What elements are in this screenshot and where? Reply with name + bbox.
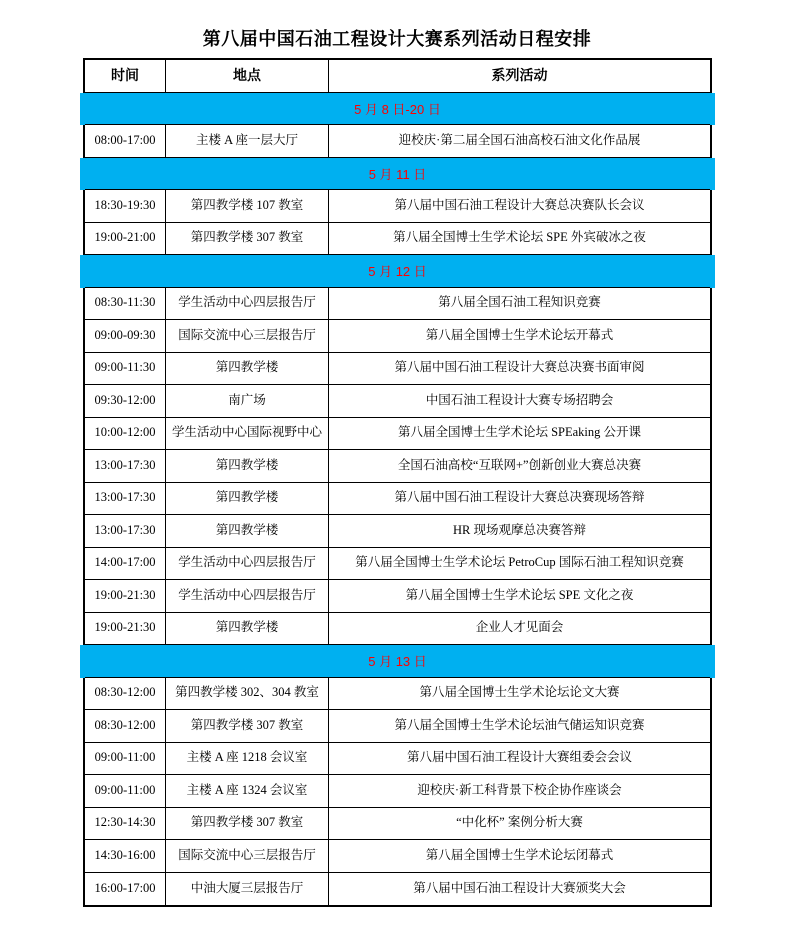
location-cell: 主楼 A 座 1324 会议室 [166, 775, 329, 807]
date-band-label: 5 月 13 日 [368, 654, 427, 670]
table-row [85, 873, 710, 906]
time-cell: 19:00-21:30 [85, 613, 166, 645]
time-cell: 16:00-17:00 [85, 873, 166, 906]
date-band [85, 645, 710, 678]
activity-cell: 第八届全国博士生学术论坛开幕式 [425, 327, 614, 342]
date-band-label: 5 月 11 日 [368, 166, 427, 182]
table-row [85, 450, 710, 483]
time-cell: 12:30-14:30 [85, 808, 166, 840]
location-cell: 第四教学楼 307 教室 [166, 808, 329, 840]
table-row [85, 288, 710, 321]
activity-cell: 第八届全国博士生学术论坛油气储运知识竞赛 [394, 717, 645, 732]
location-cell: 学生活动中心国际视野中心 [166, 418, 329, 450]
time-cell: 08:30-12:00 [85, 710, 166, 742]
location-cell: 第四教学楼 307 教室 [166, 710, 329, 742]
time-cell: 09:00-11:00 [85, 743, 166, 775]
date-band-label: 5 月 12 日 [368, 264, 427, 280]
location-cell: 第四教学楼 302、304 教室 [166, 678, 329, 710]
time-cell: 13:00-17:30 [85, 483, 166, 515]
time-cell: 09:30-12:00 [85, 385, 166, 417]
table-row [85, 548, 710, 581]
activity-cell: 第八届全国石油工程知识竞赛 [438, 295, 601, 310]
location-cell: 学生活动中心四层报告厅 [166, 548, 329, 580]
table-row [85, 190, 710, 223]
time-cell: 08:00-17:00 [85, 125, 166, 157]
table-row [85, 808, 710, 841]
table-body [85, 93, 710, 906]
activity-cell: 迎校庆·新工科背景下校企协作座谈会 [417, 782, 622, 797]
activity-cell: 第八届全国博士生学术论坛 SPEaking 公开课 [397, 425, 642, 440]
activity-cell: 第八届中国石油工程设计大赛总决赛书面审阅 [394, 360, 645, 375]
activity-cell: 第八届全国博士生学术论坛论文大赛 [419, 685, 620, 700]
location-cell: 第四教学楼 107 教室 [166, 190, 329, 222]
location-cell: 第四教学楼 [166, 353, 329, 385]
table-row [85, 320, 710, 353]
table-row [85, 515, 710, 548]
location-cell: 国际交流中心三层报告厅 [166, 320, 329, 352]
location-cell: 学生活动中心四层报告厅 [166, 580, 329, 612]
location-cell: 学生活动中心四层报告厅 [166, 288, 329, 320]
table-header-row [85, 60, 710, 93]
time-cell: 08:30-12:00 [85, 678, 166, 710]
location-cell: 南广场 [166, 385, 329, 417]
activity-cell: 企业人才见面会 [475, 620, 564, 635]
time-cell: 14:00-17:00 [85, 548, 166, 580]
date-band [85, 158, 710, 191]
activity-cell: “中化杯” 案例分析大赛 [456, 815, 583, 830]
table-row [85, 840, 710, 873]
activity-cell: 全国石油高校“互联网+”创新创业大赛总决赛 [397, 457, 642, 472]
table-row [85, 678, 710, 711]
table-row [85, 418, 710, 451]
activity-cell: 第八届全国博士生学术论坛 SPE 文化之夜 [405, 587, 634, 602]
activity-cell: 中国石油工程设计大赛专场招聘会 [425, 392, 614, 407]
time-cell: 10:00-12:00 [85, 418, 166, 450]
table-row [85, 743, 710, 776]
table-row [85, 775, 710, 808]
time-cell: 14:30-16:00 [85, 840, 166, 872]
activity-cell: 第八届全国博士生学术论坛 PetroCup 国际石油工程知识竞赛 [355, 555, 684, 570]
location-cell: 第四教学楼 [166, 515, 329, 547]
header-time: 时间 [85, 60, 166, 92]
activity-cell: 第八届全国博士生学术论坛 SPE 外宾破冰之夜 [393, 230, 646, 245]
time-cell: 18:30-19:30 [85, 190, 166, 222]
time-cell: 13:00-17:30 [85, 515, 166, 547]
activity-cell: 第八届全国博士生学术论坛闭幕式 [425, 847, 614, 862]
location-cell: 第四教学楼 [166, 450, 329, 482]
location-cell: 中油大厦三层报告厅 [166, 873, 329, 906]
table-row [85, 613, 710, 646]
location-cell: 主楼 A 座一层大厅 [166, 125, 329, 157]
location-cell: 第四教学楼 307 教室 [166, 223, 329, 255]
header-activity: 系列活动 [491, 67, 548, 84]
page-title: 第八届中国石油工程设计大赛系列活动日程安排 [202, 29, 592, 49]
table-row [85, 353, 710, 386]
table-row [85, 385, 710, 418]
activity-cell: 迎校庆·第二届全国石油高校石油文化作品展 [398, 132, 641, 147]
schedule-table [83, 58, 712, 907]
table-row [85, 223, 710, 256]
activity-cell: 第八届中国石油工程设计大赛颁奖大会 [413, 880, 626, 895]
activity-cell: 第八届中国石油工程设计大赛总决赛队长会议 [394, 197, 645, 212]
date-band [85, 255, 710, 288]
time-cell: 09:00-09:30 [85, 320, 166, 352]
date-band-label: 5 月 8 日-20 日 [354, 101, 441, 117]
location-cell: 第四教学楼 [166, 483, 329, 515]
date-band [85, 93, 710, 126]
time-cell: 09:00-11:00 [85, 775, 166, 807]
header-location: 地点 [166, 60, 329, 92]
table-row [85, 125, 710, 158]
location-cell: 主楼 A 座 1218 会议室 [166, 743, 329, 775]
table-row [85, 483, 710, 516]
activity-cell: 第八届中国石油工程设计大赛总决赛现场答辩 [394, 490, 645, 505]
time-cell: 09:00-11:30 [85, 353, 166, 385]
location-cell: 国际交流中心三层报告厅 [166, 840, 329, 872]
time-cell: 19:00-21:00 [85, 223, 166, 255]
table-row [85, 710, 710, 743]
time-cell: 19:00-21:30 [85, 580, 166, 612]
location-cell: 第四教学楼 [166, 613, 329, 645]
table-row [85, 580, 710, 613]
time-cell: 13:00-17:30 [85, 450, 166, 482]
activity-cell: 第八届中国石油工程设计大赛组委会会议 [406, 750, 632, 765]
activity-cell: HR 现场观摩总决赛答辩 [453, 522, 586, 537]
time-cell: 08:30-11:30 [85, 288, 166, 320]
